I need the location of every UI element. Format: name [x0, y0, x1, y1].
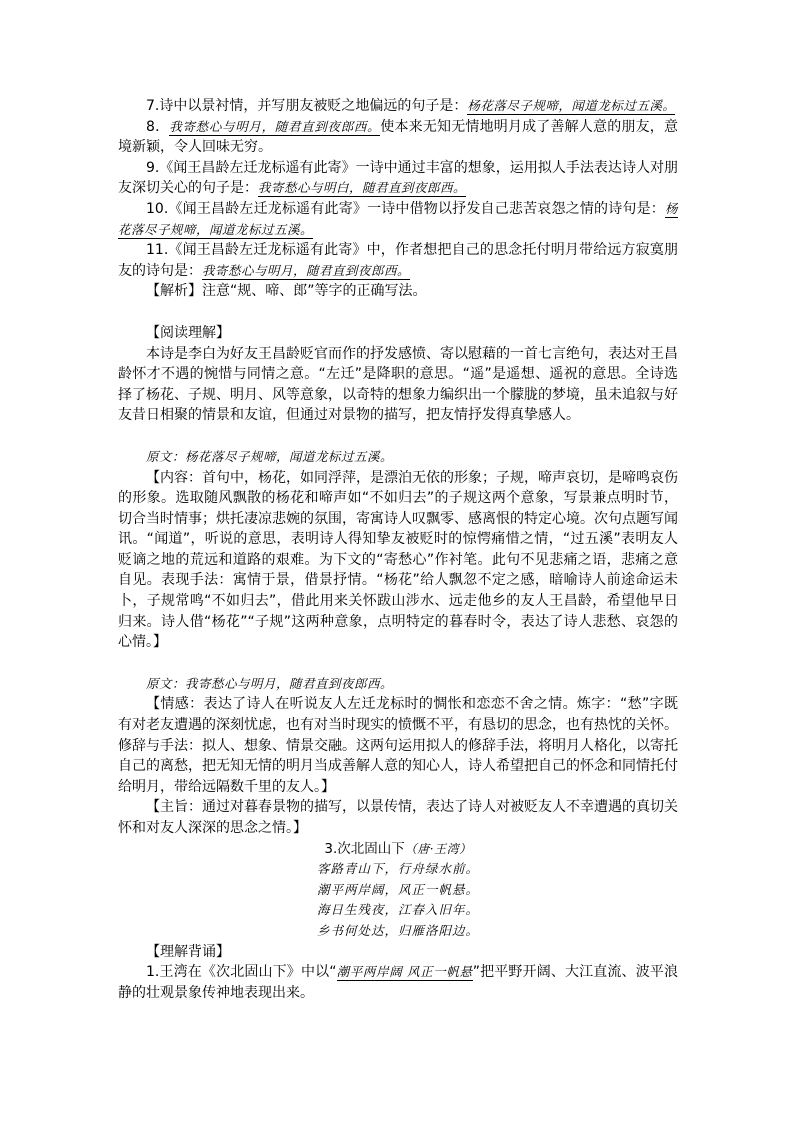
answer-text: 我寄愁心与明白，随君直到夜郎西。 [258, 180, 467, 196]
analysis-note: 【解析】注意“规、啼、郎”等字的正确写法。 [146, 283, 427, 300]
question-text: 10.《闻王昌龄左迁龙标遥有此寄》一诗中借物以抒发自己悲苦哀怨之情的诗句是： [146, 200, 665, 217]
original-text: 我寄愁心与明月，随君直到夜郎西。 [185, 675, 394, 691]
question-9 [118, 158, 678, 199]
answer-text: 我寄愁心与明月，随君直到夜郎西。 [169, 118, 381, 134]
poem-line: 乡书何处达，归雁洛阳边。 [316, 922, 479, 938]
original-label: 原文： [146, 448, 186, 464]
answer-text: 潮平两岸阔 风正一帆悬 [336, 964, 473, 980]
original-text: 杨花落尽子规啼，闻道龙标过五溪。 [185, 448, 394, 464]
question-tail: 使本来无知无情地明月成了善解人意的朋友，意境新颖，令人回味无穷。 [118, 118, 678, 156]
original-label: 原文： [146, 675, 186, 691]
original-line-2 [118, 674, 678, 695]
answer-text: 杨花落尽子规啼，闻道龙标过五溪。 [118, 200, 678, 237]
reading-intro: 本诗是李白为好友王昌龄贬官而作的抒发感愤、寄以慰藉的一首七言绝句，表达对王昌龄怀才不遇的惋惜与同情之意。“左迁”是降职的意思。“遥”是遥想、遥祝的意思。全诗选择了杨花、子规、明月、风等意象，以奇特的想象力编织出一个朦胧的梦境，虽未追叙与好友昔日相聚的情景和友谊，但通过对景物的描写，把友情抒发得真挚感人。 [118, 345, 678, 424]
question-text: 7.诗中以景衬情，并写朋友被贬之地偏远的句子是： [146, 98, 468, 114]
poem-line: 海日生残夜，江春入旧年。 [316, 902, 479, 918]
content-analysis-1: 【内容：首句中，杨花，如同浮萍，是漂泊无依的形象；子规，啼声哀切，是啼鸣哀伤的形象。选取随风飘散的杨花和啼声如“不如归去”的子规这两个意象，写景兼点明时节，切合当时情事；烘托凄凉悲婉的氛围，寄寓诗人叹飘零、感离恨的特定心境。次句点题写闻讯。“闻道”，听说的意思，表明诗人得知挚友被贬时的惊愕痛惜之情，“过五溪”表明友人贬谪之地的荒远和道路的艰难。为下文的“寄愁心”作衬笔。此句不见悲痛之语，悲痛之意自见。表现手法：寓情于景，借景抒情。“杨花”给人飘忽不定之感，暗喻诗人前途命运未卜，子规常鸣“不如归去”，借此用来关怀跋山涉水、远走他乡的友人王昌龄，希望他早日归来。诗人借“杨花”“子规”这两种意象，点明特定的暮春时令，表达了诗人悲愁、哀怨的心情。】 [118, 469, 678, 651]
poem-title-text: 3.次北固山下 [324, 840, 405, 857]
poem-line: 潮平两岸阔，风正一帆悬。 [316, 881, 479, 897]
poem-line: 客路青山下，行舟绿水前。 [316, 861, 479, 877]
recite-heading: 【理解背诵】 [146, 943, 230, 960]
content-analysis-2: 【情感：表达了诗人在听说友人左迁龙标时的惆怅和恋恋不舍之情。炼字：“愁”字既有对老友遭遇的深刻忧虑，也有对当时现实的愤慨不平，有恳切的思念，也有热忱的关怀。修辞与手法：拟人、想象、情景交融。这两句运用拟人的修辞手法，将明月人格化，以寄托自己的离愁，把无知无情的明月当成善解人意的知心人，诗人希望把自己的怀念和同情托付给明月，带给远隔数千里的友人。】 [118, 696, 678, 795]
question-text: 11.《闻王昌龄左迁龙标遥有此寄》中，作者想把自己的思念托付明月带给远方寂寞朋友的诗句是： [118, 242, 678, 279]
answer-text: 我寄愁心与明月，随君直到夜郎西。 [202, 262, 411, 278]
question-7 [118, 96, 678, 117]
answer-text: 杨花落尽子规啼，闻道龙标过五溪。 [467, 98, 676, 113]
question-text: 1.王湾在《次北固山下》中以“ [146, 964, 337, 981]
poem-author: （唐·王湾） [404, 841, 472, 856]
question-11 [118, 240, 678, 281]
question-text: 9.《闻王昌龄左迁龙标遥有此寄》一诗中通过丰富的想象，运用拟人手法表达诗人对朋友深切关心的句子是： [118, 159, 678, 197]
original-line-1 [118, 447, 678, 468]
reading-heading: 【阅读理解】 [146, 324, 230, 341]
recite-question-1 [118, 962, 678, 1003]
poem-title [118, 839, 678, 860]
document-page [118, 96, 678, 1003]
theme-summary: 【主旨：通过对暮春景物的描写，以景传情，表达了诗人对被贬友人不幸遭遇的真切关怀和对友人深深的思念之情。】 [118, 799, 678, 836]
question-10 [118, 199, 678, 240]
question-tail: ”把平野开阔、大江直流、波平浪静的壮观景象传神地表现出来。 [118, 964, 678, 1001]
question-text: 8． [146, 118, 170, 135]
question-8 [118, 117, 678, 158]
